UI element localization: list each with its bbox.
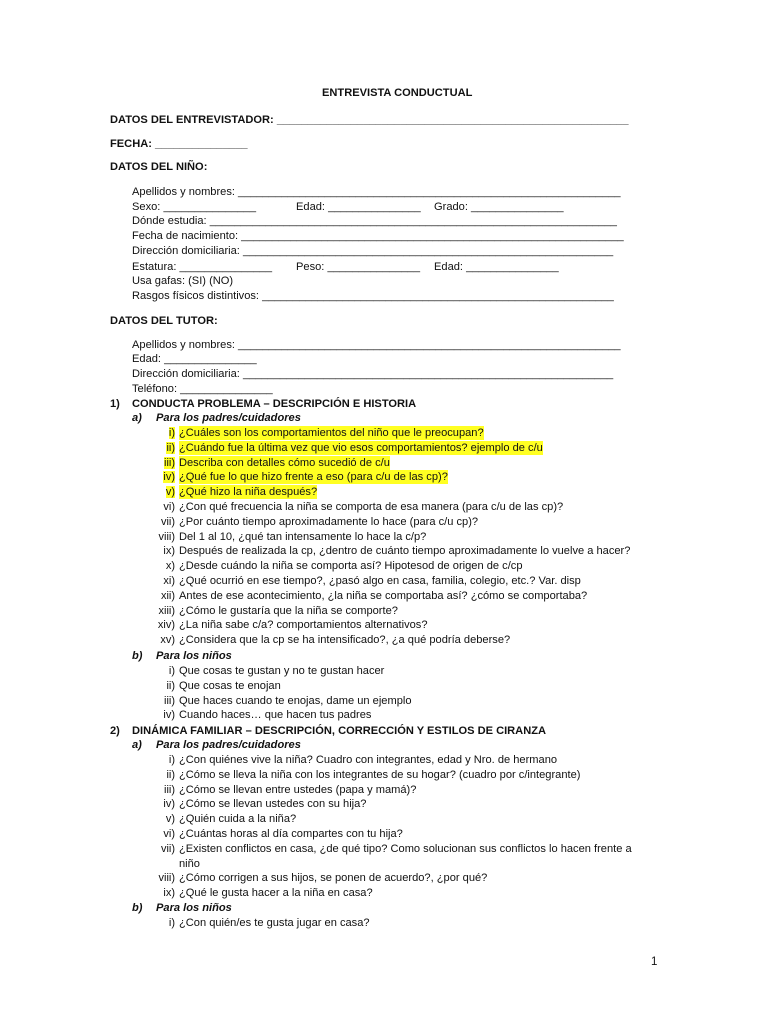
question-number: i)	[168, 665, 175, 677]
question-text: ¿Cómo le gustaría que la niña se comporte?	[179, 604, 398, 617]
question-number: x)	[165, 560, 175, 573]
section-2-sub-b-label: b)	[132, 902, 143, 914]
child-height-field: Estatura: _______________	[132, 261, 273, 273]
question-text: Cuando haces… que hacen tus padres	[179, 709, 372, 722]
section-1-number: 1)	[110, 398, 120, 410]
tutor-heading: DATOS DEL TUTOR:	[110, 315, 218, 327]
question-number: xv)	[160, 634, 175, 647]
question-text: ¿Cómo corrigen a sus hijos, se ponen de acuerdo?, ¿por qué?	[179, 872, 488, 885]
question-number: v)	[165, 813, 175, 826]
question-number: vii)	[160, 842, 175, 855]
question-text: ¿Cómo se llevan ustedes con su hija?	[179, 798, 367, 811]
question-text: ¿Considera que la cp se ha intensificado?, ¿a qué podría deberse?	[179, 634, 511, 647]
question-number: vii)	[160, 515, 175, 528]
tutor-names-field: Apellidos y nombres: ______________________________________________________________	[132, 339, 621, 351]
question-text: Que haces cuando te enojas, dame un ejemplo	[179, 694, 412, 707]
question-text: Describa con detalles cómo sucedió de c/u	[179, 456, 390, 469]
section-2-sub-a-heading: Para los padres/cuidadores	[156, 739, 301, 751]
question-text: ¿Con quiénes vive la niña? Cuadro con integrantes, edad y Nro. de hermano	[179, 754, 558, 766]
question-text: ¿Qué le gusta hacer a la niña en casa?	[179, 887, 373, 900]
section-2-sub-a-label: a)	[132, 739, 142, 751]
date-field: FECHA: _______________	[110, 138, 248, 150]
question-number: xiv)	[157, 619, 175, 632]
question-text: ¿Existen conflictos en casa, ¿de qué tipo? Como solucionan sus conflictos lo hacen frente a	[179, 842, 632, 855]
child-birth-field: Fecha de nacimiento: ______________________________________________________________	[132, 230, 624, 242]
question-number: ix)	[163, 545, 175, 558]
child-traits-field: Rasgos físicos distintivos: _________________________________________________________	[132, 290, 614, 302]
tutor-address-field: Dirección domiciliaria: ____________________________________________________________	[132, 368, 614, 380]
section-2-number: 2)	[110, 725, 120, 737]
question-number: vi)	[163, 828, 175, 840]
question-number: i)	[168, 917, 175, 929]
question-text: ¿Cuándo fue la última vez que vio esos comportamientos? ejemplo de c/u	[179, 441, 543, 454]
question-text: ¿Por cuánto tiempo aproximadamente lo hace (para c/u cp)?	[179, 515, 479, 528]
question-number: ii)	[166, 679, 175, 692]
question-number: iii)	[164, 694, 175, 707]
tutor-phone-field: Teléfono: _______________	[132, 383, 273, 395]
question-number: iii)	[164, 456, 175, 469]
question-number: iv)	[163, 709, 175, 722]
question-number: vi)	[163, 501, 175, 513]
question-number: v)	[165, 486, 175, 499]
question-text: ¿Con quién/es te gusta jugar en casa?	[179, 917, 370, 929]
question-text: ¿Qué ocurrió en ese tiempo?, ¿pasó algo en casa, familia, colegio, etc.? Var. disp	[179, 575, 581, 587]
child-age2-field: Edad: _______________	[434, 261, 559, 273]
section-1-sub-a-heading: Para los padres/cuidadores	[156, 412, 301, 424]
section-2-sub-b-heading: Para los niños	[156, 902, 232, 914]
document-title: ENTREVISTA CONDUCTUAL	[322, 87, 473, 99]
question-text: Antes de ese acontecimiento, ¿la niña se comportaba así? ¿cómo se comportaba?	[179, 589, 588, 602]
child-glasses-field: Usa gafas: (SI) (NO)	[132, 275, 234, 287]
section-1-sub-b-heading: Para los niños	[156, 650, 232, 662]
question-text: Después de realizada la cp, ¿dentro de cuánto tiempo aproximadamente lo vuelve a hacer?	[179, 545, 631, 558]
question-text: Del 1 al 10, ¿qué tan intensamente lo hace la c/p?	[179, 530, 427, 543]
child-age-field: Edad: _______________	[296, 201, 421, 213]
question-number: i)	[168, 754, 175, 766]
question-text: ¿Quién cuida a la niña?	[179, 813, 297, 826]
question-number: viii)	[158, 530, 175, 543]
child-names-field: Apellidos y nombres: ______________________________________________________________	[132, 186, 621, 198]
question-number: i)	[168, 427, 175, 439]
child-sex-field: Sexo: _______________	[132, 201, 256, 213]
interviewer-field: DATOS DEL ENTREVISTADOR: _________________________________________________________	[110, 114, 629, 126]
child-address-field: Dirección domiciliaria: ____________________________________________________________	[132, 245, 614, 257]
child-weight-field: Peso: _______________	[296, 261, 420, 273]
question-number: ii)	[166, 768, 175, 781]
question-number: viii)	[158, 872, 175, 885]
section-1-sub-a-label: a)	[132, 412, 142, 424]
question-text: ¿Qué hizo la niña después?	[179, 486, 318, 499]
question-number: xi)	[163, 575, 175, 587]
section-1-sub-b-label: b)	[132, 650, 143, 662]
section-1-heading: CONDUCTA PROBLEMA – DESCRIPCIÓN E HISTORIA	[132, 398, 417, 410]
question-number: xiii)	[158, 604, 175, 617]
question-number: xii)	[160, 589, 175, 602]
question-text: ¿Cómo se lleva la niña con los integrantes de su hogar? (cuadro por c/integrante)	[179, 768, 581, 781]
child-school-field: Dónde estudia: __________________________________________________________________	[132, 215, 617, 227]
tutor-age-field: Edad: _______________	[132, 353, 257, 365]
question-text: ¿Cómo se llevan entre ustedes (papa y mamá)?	[179, 783, 417, 796]
child-heading: DATOS DEL NIÑO:	[110, 161, 208, 173]
question-text: ¿Con qué frecuencia la niña se comporta de esa manera (para c/u de las cp)?	[179, 501, 564, 513]
question-text: niño	[179, 857, 200, 870]
question-text: ¿Cuáles son los comportamientos del niño que le preocupan?	[179, 427, 484, 439]
question-number: iv)	[163, 798, 175, 811]
section-2-heading: DINÁMICA FAMILIAR – DESCRIPCIÓN, CORRECCIÓN Y ESTILOS DE CIRANZA	[132, 725, 546, 737]
page-number: 1	[651, 956, 658, 968]
question-number: ix)	[163, 887, 175, 900]
question-number: ii)	[166, 441, 175, 454]
question-number: iv)	[163, 471, 175, 484]
question-text: ¿La niña sabe c/a? comportamientos alternativos?	[179, 619, 428, 632]
question-text: Que cosas te enojan	[179, 679, 281, 692]
question-text: Que cosas te gustan y no te gustan hacer	[179, 665, 385, 677]
question-text: ¿Desde cuándo la niña se comporta así? Hipotesod de origen de c/cp	[179, 560, 523, 573]
child-grade-field: Grado: _______________	[434, 201, 564, 213]
question-text: ¿Cuántas horas al día compartes con tu hija?	[179, 828, 403, 840]
question-text: ¿Qué fue lo que hizo frente a eso (para c/u de las cp)?	[179, 471, 448, 484]
question-number: iii)	[164, 783, 175, 796]
